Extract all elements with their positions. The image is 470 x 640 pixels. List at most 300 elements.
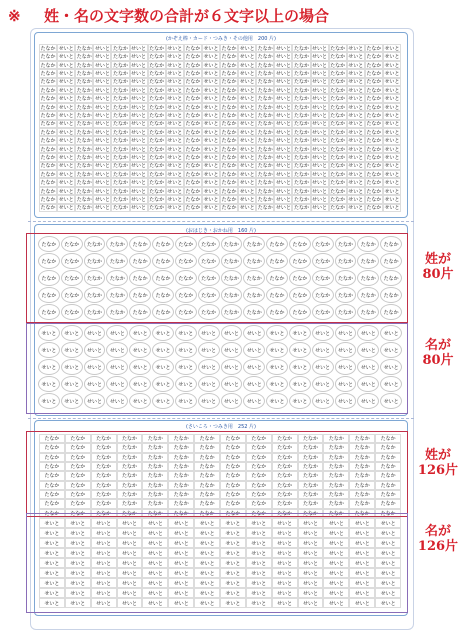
- mei-126-highlight: [26, 513, 408, 613]
- name-label-mei: せいと: [167, 146, 183, 153]
- name-label-sei: たなか: [175, 253, 197, 269]
- name-label-mei: せいと: [65, 528, 91, 538]
- name-label-mei: せいと: [131, 96, 147, 103]
- name-label-sei: たなか: [185, 121, 201, 128]
- name-label-mei: せいと: [348, 180, 364, 187]
- name-label-mei: せいと: [275, 138, 291, 145]
- name-label-sei: たなか: [323, 443, 349, 452]
- name-label-mei: せいと: [272, 548, 298, 558]
- name-label-mei: せいと: [131, 79, 147, 86]
- name-label-mei: せいと: [384, 163, 400, 170]
- name-label-sei: たなか: [323, 453, 349, 462]
- name-label-mei: せいと: [246, 538, 272, 548]
- name-label-sei: たなか: [40, 180, 56, 187]
- name-label-mei: せいと: [61, 359, 83, 375]
- name-label-sei: たなか: [84, 270, 106, 286]
- name-label-mei: せいと: [275, 129, 291, 136]
- name-label-sei: たなか: [76, 129, 92, 136]
- name-label-sei: たなか: [61, 304, 83, 320]
- name-label-mei: せいと: [349, 518, 375, 528]
- name-label-mei: せいと: [94, 121, 110, 128]
- name-label-sei: たなか: [129, 287, 151, 303]
- name-label-mei: せいと: [246, 528, 272, 538]
- name-label-sei: たなか: [375, 434, 401, 443]
- name-label-sei: たなか: [366, 79, 382, 86]
- name-label-sei: たなか: [168, 462, 194, 471]
- name-label-mei: せいと: [65, 518, 91, 528]
- name-label-sei: たなか: [61, 236, 83, 252]
- name-label-sei: たなか: [330, 188, 346, 195]
- name-label-sei: たなか: [149, 196, 165, 203]
- name-label-sei: たなか: [366, 188, 382, 195]
- name-label-mei: せいと: [94, 129, 110, 136]
- name-label-sei: たなか: [152, 287, 174, 303]
- name-label-mei: せいと: [194, 538, 220, 548]
- name-label-mei: せいと: [131, 180, 147, 187]
- name-label-mei: せいと: [167, 129, 183, 136]
- name-label-mei: せいと: [58, 129, 74, 136]
- name-label-mei: せいと: [168, 528, 194, 538]
- name-label-sei: たなか: [142, 462, 168, 471]
- name-label-sei: たなか: [185, 112, 201, 119]
- name-label-mei: せいと: [117, 538, 143, 548]
- name-label-sei: たなか: [330, 79, 346, 86]
- name-label-sei: たなか: [257, 96, 273, 103]
- name-label-sei: たなか: [112, 196, 128, 203]
- name-label-sei: たなか: [323, 481, 349, 490]
- name-label-sei: たなか: [76, 146, 92, 153]
- name-label-sei: たなか: [366, 54, 382, 61]
- name-label-mei: せいと: [168, 588, 194, 598]
- name-label-sei: たなか: [221, 205, 237, 212]
- name-label-sei: たなか: [84, 236, 106, 252]
- name-label-sei: たなか: [84, 304, 106, 320]
- name-label-mei: せいと: [348, 205, 364, 212]
- name-label-mei: せいと: [167, 188, 183, 195]
- name-label-mei: せいと: [239, 96, 255, 103]
- name-label-mei: せいと: [152, 393, 174, 409]
- name-label-mei: せいと: [167, 171, 183, 178]
- name-label-mei: せいと: [349, 538, 375, 548]
- name-label-sei: たなか: [185, 79, 201, 86]
- name-label-mei: せいと: [58, 154, 74, 161]
- name-label-sei: たなか: [112, 70, 128, 77]
- name-label-sei: たなか: [298, 462, 324, 471]
- name-label-mei: せいと: [65, 548, 91, 558]
- name-label-sei: たなか: [112, 154, 128, 161]
- name-label-sei: たなか: [117, 453, 143, 462]
- name-label-sei: たなか: [246, 490, 272, 499]
- name-label-mei: せいと: [349, 568, 375, 578]
- name-label-mei: せいと: [384, 121, 400, 128]
- name-label-sei: たなか: [76, 163, 92, 170]
- name-label-mei: せいと: [221, 376, 243, 392]
- name-label-sei: たなか: [293, 138, 309, 145]
- name-label-mei: せいと: [65, 538, 91, 548]
- name-label-mei: せいと: [298, 528, 324, 538]
- name-label-sei: たなか: [221, 54, 237, 61]
- name-label-mei: せいと: [58, 96, 74, 103]
- name-label-mei: せいと: [220, 588, 246, 598]
- name-label-mei: せいと: [94, 104, 110, 111]
- name-label-mei: せいと: [38, 342, 60, 358]
- name-label-sei: たなか: [149, 154, 165, 161]
- name-label-mei: せいと: [239, 62, 255, 69]
- name-label-mei: せいと: [203, 112, 219, 119]
- name-label-mei: せいと: [246, 568, 272, 578]
- name-label-mei: せいと: [203, 171, 219, 178]
- name-label-mei: せいと: [167, 104, 183, 111]
- name-label-mei: せいと: [65, 588, 91, 598]
- name-label-mei: せいと: [194, 588, 220, 598]
- name-label-mei: せいと: [243, 393, 265, 409]
- name-label-sei: たなか: [112, 138, 128, 145]
- name-label-sei: たなか: [39, 499, 65, 508]
- name-label-sei: たなか: [194, 481, 220, 490]
- name-label-sei: たなか: [246, 509, 272, 518]
- name-label-sei: たなか: [246, 453, 272, 462]
- name-label-sei: たなか: [375, 490, 401, 499]
- name-label-sei: たなか: [39, 509, 65, 518]
- name-label-sei: たなか: [298, 481, 324, 490]
- name-label-mei: せいと: [131, 112, 147, 119]
- name-label-sei: たなか: [149, 205, 165, 212]
- name-label-mei: せいと: [38, 393, 60, 409]
- name-label-mei: せいと: [298, 538, 324, 548]
- name-label-sei: たなか: [221, 236, 243, 252]
- name-label-mei: せいと: [349, 548, 375, 558]
- name-label-sei: たなか: [272, 481, 298, 490]
- name-label-sei: たなか: [112, 180, 128, 187]
- name-label-mei: せいと: [272, 568, 298, 578]
- name-label-sei: たなか: [91, 443, 117, 452]
- name-label-sei: たなか: [293, 154, 309, 161]
- name-label-sei: たなか: [112, 104, 128, 111]
- name-label-sei: たなか: [220, 443, 246, 452]
- name-label-sei: たなか: [198, 304, 220, 320]
- name-label-sei: たなか: [117, 443, 143, 452]
- name-label-sei: たなか: [366, 70, 382, 77]
- name-label-sei: たなか: [366, 104, 382, 111]
- name-label-mei: せいと: [167, 180, 183, 187]
- name-label-mei: せいと: [175, 376, 197, 392]
- name-label-mei: せいと: [289, 376, 311, 392]
- name-label-sei: たなか: [152, 253, 174, 269]
- name-label-mei: せいと: [335, 393, 357, 409]
- name-label-mei: せいと: [203, 70, 219, 77]
- name-label-mei: せいと: [58, 163, 74, 170]
- name-label-mei: せいと: [312, 138, 328, 145]
- name-label-sei: たなか: [366, 205, 382, 212]
- name-label-sei: たなか: [330, 138, 346, 145]
- name-label-mei: せいと: [243, 342, 265, 358]
- name-label-sei: たなか: [149, 171, 165, 178]
- name-label-mei: せいと: [384, 70, 400, 77]
- name-label-mei: せいと: [384, 138, 400, 145]
- name-label-mei: せいと: [275, 188, 291, 195]
- name-label-mei: せいと: [384, 188, 400, 195]
- name-label-mei: せいと: [375, 598, 401, 608]
- name-label-sei: たなか: [246, 471, 272, 480]
- name-label-sei: たなか: [312, 304, 334, 320]
- name-label-sei: たなか: [293, 129, 309, 136]
- name-label-mei: せいと: [312, 87, 328, 94]
- name-label-sei: たなか: [39, 453, 65, 462]
- name-label-mei: せいと: [203, 45, 219, 52]
- name-label-sei: たなか: [272, 509, 298, 518]
- name-label-mei: せいと: [203, 54, 219, 61]
- name-label-sei: たなか: [293, 70, 309, 77]
- name-label-mei: せいと: [348, 112, 364, 119]
- name-label-mei: せいと: [39, 588, 65, 598]
- name-label-sei: たなか: [272, 471, 298, 480]
- name-label-sei: たなか: [257, 196, 273, 203]
- name-label-sei: たなか: [194, 462, 220, 471]
- name-label-mei: せいと: [348, 87, 364, 94]
- name-label-mei: せいと: [380, 325, 402, 341]
- name-label-mei: せいと: [266, 342, 288, 358]
- name-label-sei: たなか: [142, 443, 168, 452]
- name-label-mei: せいと: [58, 87, 74, 94]
- name-label-mei: せいと: [375, 578, 401, 588]
- name-label-sei: たなか: [40, 70, 56, 77]
- name-label-sei: たなか: [112, 79, 128, 86]
- name-label-mei: せいと: [167, 70, 183, 77]
- name-label-mei: せいと: [194, 528, 220, 538]
- name-label-sei: たなか: [40, 104, 56, 111]
- name-label-mei: せいと: [194, 548, 220, 558]
- name-label-mei: せいと: [65, 598, 91, 608]
- name-label-mei: せいと: [323, 588, 349, 598]
- name-label-sei: たなか: [380, 304, 402, 320]
- name-label-sei: たなか: [357, 236, 379, 252]
- name-label-mei: せいと: [94, 171, 110, 178]
- name-label-mei: せいと: [272, 598, 298, 608]
- name-label-sei: たなか: [323, 471, 349, 480]
- name-label-sei: たなか: [40, 205, 56, 212]
- name-label-mei: せいと: [91, 528, 117, 538]
- name-label-sei: たなか: [272, 490, 298, 499]
- name-label-sei: たなか: [243, 236, 265, 252]
- name-label-sei: たなか: [323, 462, 349, 471]
- name-label-sei: たなか: [257, 163, 273, 170]
- name-label-sei: たなか: [246, 434, 272, 443]
- name-label-sei: たなか: [40, 96, 56, 103]
- name-label-mei: せいと: [131, 104, 147, 111]
- name-label-sei: たなか: [40, 87, 56, 94]
- name-label-sei: たなか: [112, 171, 128, 178]
- name-label-mei: せいと: [58, 62, 74, 69]
- name-label-mei: せいと: [323, 518, 349, 528]
- name-label-mei: せいと: [58, 45, 74, 52]
- name-label-sei: たなか: [168, 481, 194, 490]
- name-label-mei: せいと: [129, 393, 151, 409]
- name-label-mei: せいと: [84, 376, 106, 392]
- name-label-sei: たなか: [76, 45, 92, 52]
- name-label-mei: せいと: [348, 121, 364, 128]
- name-label-mei: せいと: [91, 558, 117, 568]
- name-label-mei: せいと: [168, 538, 194, 548]
- name-label-sei: たなか: [91, 471, 117, 480]
- name-label-mei: せいと: [131, 188, 147, 195]
- name-label-mei: せいと: [117, 548, 143, 558]
- name-label-sei: たなか: [185, 138, 201, 145]
- name-label-mei: せいと: [348, 154, 364, 161]
- name-label-sei: たなか: [40, 62, 56, 69]
- name-label-mei: せいと: [94, 96, 110, 103]
- name-label-mei: せいと: [117, 568, 143, 578]
- name-label-mei: せいと: [275, 87, 291, 94]
- name-label-mei: せいと: [58, 146, 74, 153]
- name-label-sei: たなか: [175, 236, 197, 252]
- name-label-mei: せいと: [194, 558, 220, 568]
- name-label-sei: たなか: [246, 443, 272, 452]
- name-label-sei: たなか: [221, 104, 237, 111]
- name-label-mei: せいと: [239, 171, 255, 178]
- name-label-mei: せいと: [168, 518, 194, 528]
- name-label-mei: せいと: [91, 588, 117, 598]
- name-label-sei: たなか: [257, 87, 273, 94]
- name-label-sei: たなか: [112, 163, 128, 170]
- name-label-mei: せいと: [142, 538, 168, 548]
- name-label-sei: たなか: [380, 270, 402, 286]
- name-label-sei: たなか: [40, 171, 56, 178]
- top-label-grid: [39, 44, 401, 212]
- name-label-mei: せいと: [168, 558, 194, 568]
- name-label-sei: たなか: [117, 462, 143, 471]
- name-label-sei: たなか: [221, 171, 237, 178]
- name-label-mei: せいと: [221, 342, 243, 358]
- name-label-sei: たなか: [257, 45, 273, 52]
- name-label-mei: せいと: [142, 568, 168, 578]
- name-label-sei: たなか: [330, 180, 346, 187]
- name-label-sei: たなか: [293, 45, 309, 52]
- name-label-sei: たなか: [149, 79, 165, 86]
- name-label-sei: たなか: [366, 121, 382, 128]
- name-label-mei: せいと: [348, 196, 364, 203]
- name-label-sei: たなか: [117, 490, 143, 499]
- name-label-mei: せいと: [94, 87, 110, 94]
- name-label-sei: たなか: [168, 499, 194, 508]
- name-label-sei: たなか: [39, 462, 65, 471]
- name-label-sei: たなか: [185, 45, 201, 52]
- name-label-sei: たなか: [293, 54, 309, 61]
- name-label-mei: せいと: [357, 376, 379, 392]
- name-label-mei: せいと: [380, 376, 402, 392]
- name-label-mei: せいと: [84, 325, 106, 341]
- name-label-sei: たなか: [289, 236, 311, 252]
- name-label-sei: たなか: [39, 434, 65, 443]
- name-label-mei: せいと: [246, 558, 272, 568]
- name-label-sei: たなか: [246, 481, 272, 490]
- name-label-mei: せいと: [275, 146, 291, 153]
- name-label-sei: たなか: [40, 138, 56, 145]
- name-label-sei: たなか: [335, 304, 357, 320]
- name-label-mei: せいと: [298, 548, 324, 558]
- name-label-sei: たなか: [243, 270, 265, 286]
- notice-text: 姓・名の文字数の合計が６文字以上の場合: [44, 7, 330, 25]
- name-label-mei: せいと: [323, 598, 349, 608]
- name-label-sei: たなか: [112, 188, 128, 195]
- name-label-mei: せいと: [203, 129, 219, 136]
- name-label-sei: たなか: [298, 434, 324, 443]
- name-label-mei: せいと: [65, 568, 91, 578]
- name-label-mei: せいと: [94, 54, 110, 61]
- name-label-sei: たなか: [91, 490, 117, 499]
- name-label-sei: たなか: [221, 121, 237, 128]
- name-label-sei: たなか: [65, 443, 91, 452]
- name-label-sei: たなか: [293, 112, 309, 119]
- name-label-mei: せいと: [168, 598, 194, 608]
- name-label-mei: せいと: [203, 96, 219, 103]
- name-label-sei: たなか: [142, 481, 168, 490]
- name-label-mei: せいと: [239, 129, 255, 136]
- name-label-sei: たなか: [257, 70, 273, 77]
- name-label-sei: たなか: [194, 443, 220, 452]
- name-label-mei: せいと: [220, 528, 246, 538]
- name-label-mei: せいと: [298, 588, 324, 598]
- name-label-mei: せいと: [167, 54, 183, 61]
- name-label-sei: たなか: [257, 146, 273, 153]
- name-label-sei: たなか: [293, 87, 309, 94]
- name-label-sei: たなか: [149, 180, 165, 187]
- name-label-mei: せいと: [142, 558, 168, 568]
- name-label-mei: せいと: [220, 558, 246, 568]
- name-label-mei: せいと: [239, 138, 255, 145]
- name-label-sei: たなか: [293, 163, 309, 170]
- name-label-sei: たなか: [142, 471, 168, 480]
- name-label-mei: せいと: [348, 70, 364, 77]
- name-label-mei: せいと: [348, 171, 364, 178]
- name-label-sei: たなか: [366, 96, 382, 103]
- name-label-sei: たなか: [246, 499, 272, 508]
- name-label-mei: せいと: [117, 518, 143, 528]
- name-label-mei: せいと: [152, 376, 174, 392]
- name-label-mei: せいと: [272, 558, 298, 568]
- name-label-mei: せいと: [175, 393, 197, 409]
- name-label-mei: せいと: [312, 112, 328, 119]
- name-label-mei: せいと: [357, 342, 379, 358]
- name-label-sei: たなか: [221, 253, 243, 269]
- name-label-sei: たなか: [330, 163, 346, 170]
- name-label-sei: たなか: [149, 45, 165, 52]
- name-label-mei: せいと: [203, 62, 219, 69]
- name-label-sei: たなか: [312, 236, 334, 252]
- name-label-mei: せいと: [275, 62, 291, 69]
- name-label-sei: たなか: [38, 304, 60, 320]
- name-label-mei: せいと: [129, 325, 151, 341]
- name-label-mei: せいと: [203, 154, 219, 161]
- name-label-mei: せいと: [323, 538, 349, 548]
- name-label-sei: たなか: [65, 499, 91, 508]
- name-label-sei: たなか: [293, 62, 309, 69]
- name-label-sei: たなか: [330, 196, 346, 203]
- name-label-sei: たなか: [76, 79, 92, 86]
- name-label-mei: せいと: [167, 138, 183, 145]
- name-label-sei: たなか: [91, 481, 117, 490]
- name-label-mei: せいと: [167, 121, 183, 128]
- name-label-mei: せいと: [243, 376, 265, 392]
- name-label-sei: たなか: [142, 490, 168, 499]
- name-label-sei: たなか: [40, 188, 56, 195]
- name-label-sei: たなか: [312, 253, 334, 269]
- name-label-sei: たなか: [366, 129, 382, 136]
- name-label-sei: たなか: [198, 270, 220, 286]
- name-label-mei: せいと: [384, 96, 400, 103]
- name-label-mei: せいと: [239, 112, 255, 119]
- name-label-mei: せいと: [384, 171, 400, 178]
- name-label-sei: たなか: [185, 96, 201, 103]
